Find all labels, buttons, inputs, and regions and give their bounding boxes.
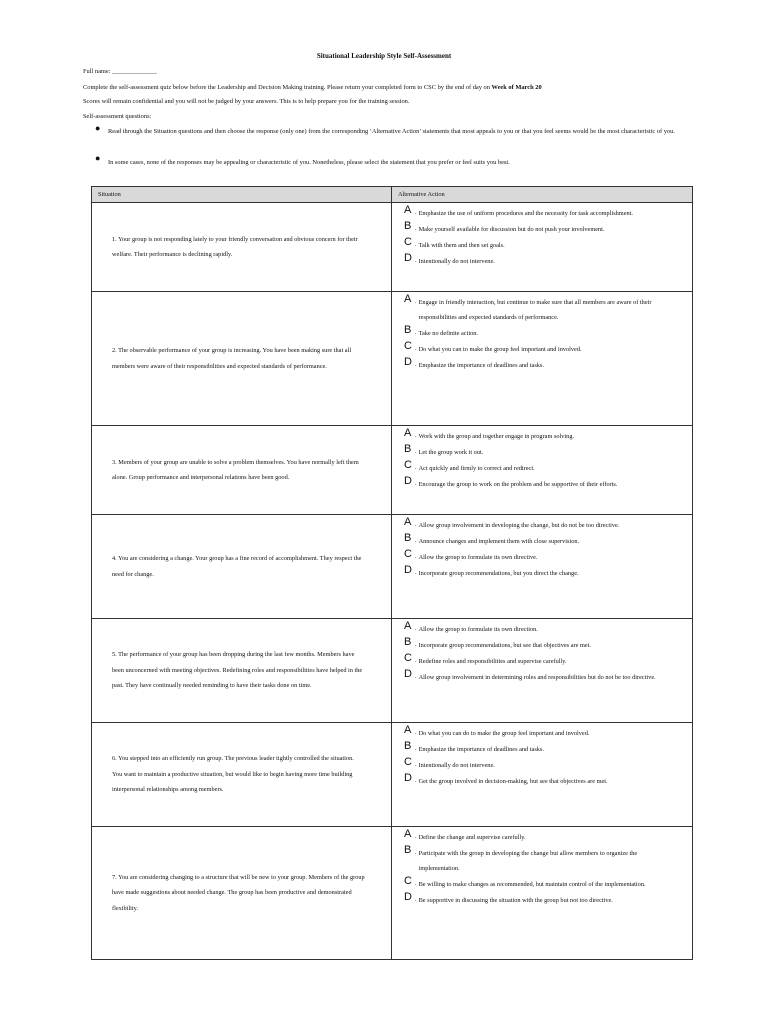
option-separator: . (415, 537, 417, 544)
option-separator: . (415, 521, 417, 528)
alternative-action-header: Alternative Action (392, 187, 693, 203)
option-separator: . (415, 569, 417, 576)
option-text: Participate with the group in developing the change but allow members to organize the implementation. (418, 850, 638, 872)
option-letter: B (404, 443, 412, 455)
alternative-option (404, 357, 678, 373)
situation-cell (92, 723, 392, 827)
option-text: Take no definite action. (418, 330, 478, 337)
option-text: Intentionally do not intervene. (418, 258, 495, 265)
alternative-option (404, 294, 678, 325)
alternative-list (392, 723, 692, 789)
option-letter: C (404, 756, 412, 768)
option-text: Allow group involvement in determining roles and responsibilities but do not be too directive. (418, 674, 656, 681)
assessment-table (91, 186, 693, 960)
table-header-row (92, 187, 693, 203)
option-text: Get the group involved in decision-making, but see that objectives are met. (418, 778, 608, 785)
situation-cell (92, 426, 392, 515)
alternative-option (404, 892, 678, 908)
alternative-option (404, 476, 678, 492)
option-separator: . (415, 761, 417, 768)
option-separator: . (415, 209, 417, 216)
self-assessment-heading: Self-assessment questions: (83, 113, 152, 120)
option-letter: A (404, 427, 412, 439)
option-letter: A (404, 828, 412, 840)
situation-cell (92, 515, 392, 619)
option-letter: A (404, 516, 412, 528)
option-text: Define the change and supervise carefully. (418, 834, 526, 841)
table-row (92, 292, 693, 426)
alternative-option (404, 845, 678, 876)
option-text: Emphasize the importance of deadlines and tasks. (418, 362, 544, 369)
alternative-option (404, 669, 678, 685)
option-text: Be supportive in discussing the situation with the group but not too directive. (418, 897, 613, 904)
bullet-icon: ● (95, 153, 101, 163)
alternative-option (404, 341, 678, 357)
alternative-option (404, 444, 678, 460)
alternative-option (404, 829, 678, 845)
alternative-list (392, 426, 692, 492)
table-row (92, 619, 693, 723)
alternative-option (404, 221, 678, 237)
option-text: Incorporate group recommendations, but see that objectives are met. (418, 642, 591, 649)
intro-line-2: Scores will remain confidential and you will not be judged by your answers. This is to help prepare you for the training session. (83, 98, 410, 105)
option-separator: . (415, 361, 417, 368)
alternative-action-cell (392, 426, 693, 515)
situation-cell (92, 203, 392, 292)
table-row (92, 203, 693, 292)
table-row (92, 515, 693, 619)
alternative-option (404, 549, 678, 565)
alternative-action-cell (392, 723, 693, 827)
option-separator: . (415, 745, 417, 752)
table-row (92, 426, 693, 515)
option-letter: D (404, 772, 412, 784)
option-separator: . (415, 329, 417, 336)
situation-cell (92, 619, 392, 723)
intro-line-1-text: Complete the self-assessment quiz below before the Leadership and Decision Making training. Please return your completed form to CSC by the end of day on (83, 84, 492, 91)
option-text: Make yourself available for discussion but do not push your involvement. (418, 226, 605, 233)
alternative-option (404, 876, 678, 892)
alternative-option (404, 237, 678, 253)
option-text: Allow group involvement in developing the change, but do not be too directive. (418, 522, 620, 529)
option-letter: A (404, 293, 412, 305)
alternative-list (392, 292, 692, 373)
option-text: Emphasize the importance of deadlines and tasks. (418, 746, 544, 753)
alternative-action-cell (392, 292, 693, 426)
option-text: Act quickly and firmly to correct and redirect. (418, 465, 535, 472)
option-text: Emphasize the use of uniform procedures and the necessity for task accomplishment. (418, 210, 633, 217)
option-letter: A (404, 620, 412, 632)
alternative-option (404, 757, 678, 773)
option-text: Do what you can to make the group feel important and involved. (418, 346, 582, 353)
option-letter: A (404, 204, 412, 216)
option-letter: C (404, 875, 412, 887)
option-letter: D (404, 475, 412, 487)
alternative-option (404, 773, 678, 789)
situation-text: 6. You stepped into an efficiently run group. The previous leader tightly controlled the situation. You want to maintain a productive situation, but would like to begin having more time building interpersonal relationships among members. (112, 755, 354, 794)
option-separator: . (415, 657, 417, 664)
situation-text: 3. Members of your group are unable to solve a problem themselves. You have normally left them alone. Group performance and interpersonal relations have been good. (112, 458, 359, 481)
instruction-bullet-1: Read through the Situation questions and then choose the response (only one) from the corresponding ‘Alternative Action’ statements that most appeals to you or that you feel seems would be the most characteristic of you. (108, 128, 675, 135)
alternative-list (392, 515, 692, 581)
alternative-option (404, 741, 678, 757)
option-text: Allow the group to formulate its own directive. (418, 554, 538, 561)
option-text: Work with the group and together engage in program solving. (418, 433, 575, 440)
option-letter: C (404, 340, 412, 352)
alternative-action-cell (392, 827, 693, 960)
situation-cell (92, 292, 392, 426)
situation-header: Situation (92, 187, 392, 203)
table-row (92, 827, 693, 960)
alternative-action-cell (392, 203, 693, 292)
situation-text: 4. You are considering a change. Your group has a fine record of accomplishment. They respect the need for change. (112, 555, 362, 578)
option-letter: D (404, 356, 412, 368)
alternative-action-cell (392, 515, 693, 619)
option-letter: B (404, 844, 412, 856)
option-text: Announce changes and implement them with close supervision. (418, 538, 580, 545)
alternative-option (404, 325, 678, 341)
option-text: Do what you can do to make the group feel important and involved. (418, 730, 590, 737)
option-separator: . (415, 673, 417, 680)
option-separator: . (415, 464, 417, 471)
option-text: Redefine roles and responsibilities and supervise carefully. (418, 658, 567, 665)
option-separator: . (415, 257, 417, 264)
alternative-option (404, 725, 678, 741)
option-letter: B (404, 532, 412, 544)
situation-text: 1. Your group is not responding lately to your friendly conversation and obvious concern for their welfare. Their performance is declining rapidly. (112, 235, 358, 258)
option-separator: . (415, 225, 417, 232)
option-letter: B (404, 740, 412, 752)
option-separator: . (415, 448, 417, 455)
option-separator: . (415, 729, 417, 736)
option-text: Engage in friendly interaction, but continue to make sure that all members are aware of their responsibilities and expected standards of performance. (418, 299, 652, 321)
option-separator: . (415, 625, 417, 632)
alternative-option (404, 517, 678, 533)
option-text: Encourage the group to work on the problem and be supportive of their efforts. (418, 481, 618, 488)
option-separator: . (415, 896, 417, 903)
situation-text: 2. The observable performance of your group is increasing. You have been making sure that all members were aware of their responsibilities and expected standards of performance. (112, 347, 352, 370)
alternative-list (392, 203, 692, 269)
option-letter: D (404, 252, 412, 264)
alternative-list (392, 827, 692, 908)
bullet-icon: ● (95, 123, 101, 133)
alternative-option (404, 565, 678, 581)
situation-text: 7. You are considering changing to a structure that will be new to your group. Members of the group have made suggestions about needed change. The group has been productive and demonstrated flexibility. (112, 873, 365, 912)
alternative-option (404, 253, 678, 269)
intro-line-1 (83, 84, 542, 91)
option-letter: D (404, 891, 412, 903)
option-letter: C (404, 459, 412, 471)
option-text: Let the group work it out. (418, 449, 484, 456)
option-letter: A (404, 724, 412, 736)
alternative-list (392, 619, 692, 685)
option-letter: B (404, 324, 412, 336)
alternative-option (404, 205, 678, 221)
option-separator: . (415, 432, 417, 439)
situation-cell (92, 827, 392, 960)
option-letter: B (404, 636, 412, 648)
option-text: Talk with them and then set goals. (418, 242, 505, 249)
option-text: Incorporate group recommendations, but you direct the change. (418, 570, 579, 577)
option-separator: . (415, 553, 417, 560)
full-name-field: Full name: ______________ (83, 68, 157, 75)
option-text: Intentionally do not intervene. (418, 762, 495, 769)
option-letter: D (404, 668, 412, 680)
instruction-bullet-2: In some cases, none of the responses may be appealing or characteristic of you. Nonetheless, please select the statement that you prefer or feel suits you best. (108, 159, 510, 166)
option-letter: C (404, 236, 412, 248)
option-text: Be willing to make changes as recommended, but maintain control of the implementation. (418, 881, 646, 888)
table-row (92, 723, 693, 827)
option-separator: . (415, 241, 417, 248)
option-letter: C (404, 652, 412, 664)
option-text: Allow the group to formulate its own direction. (418, 626, 538, 633)
option-separator: . (415, 880, 417, 887)
alternative-option (404, 637, 678, 653)
situation-text: 5. The performance of your group has been dropping during the last few months. Members have been unconcerned with meeting objectives. Redefining roles and responsibilities have helped in the past. They have continually needed reminding to have their tasks done on time. (112, 651, 363, 690)
alternative-action-cell (392, 619, 693, 723)
alternative-option (404, 621, 678, 637)
alternative-option (404, 533, 678, 549)
option-separator: . (415, 480, 417, 487)
page-title: Situational Leadership Style Self-Assessment (316, 52, 452, 60)
alternative-option (404, 460, 678, 476)
option-separator: . (415, 345, 417, 352)
alternative-option (404, 428, 678, 444)
option-letter: C (404, 548, 412, 560)
option-separator: . (415, 833, 417, 840)
option-letter: D (404, 564, 412, 576)
deadline-text: Week of March 20 (491, 84, 542, 91)
alternative-option (404, 653, 678, 669)
option-letter: B (404, 220, 412, 232)
option-separator: . (415, 849, 417, 856)
option-separator: . (415, 777, 417, 784)
option-separator: . (415, 641, 417, 648)
option-separator: . (415, 298, 417, 305)
